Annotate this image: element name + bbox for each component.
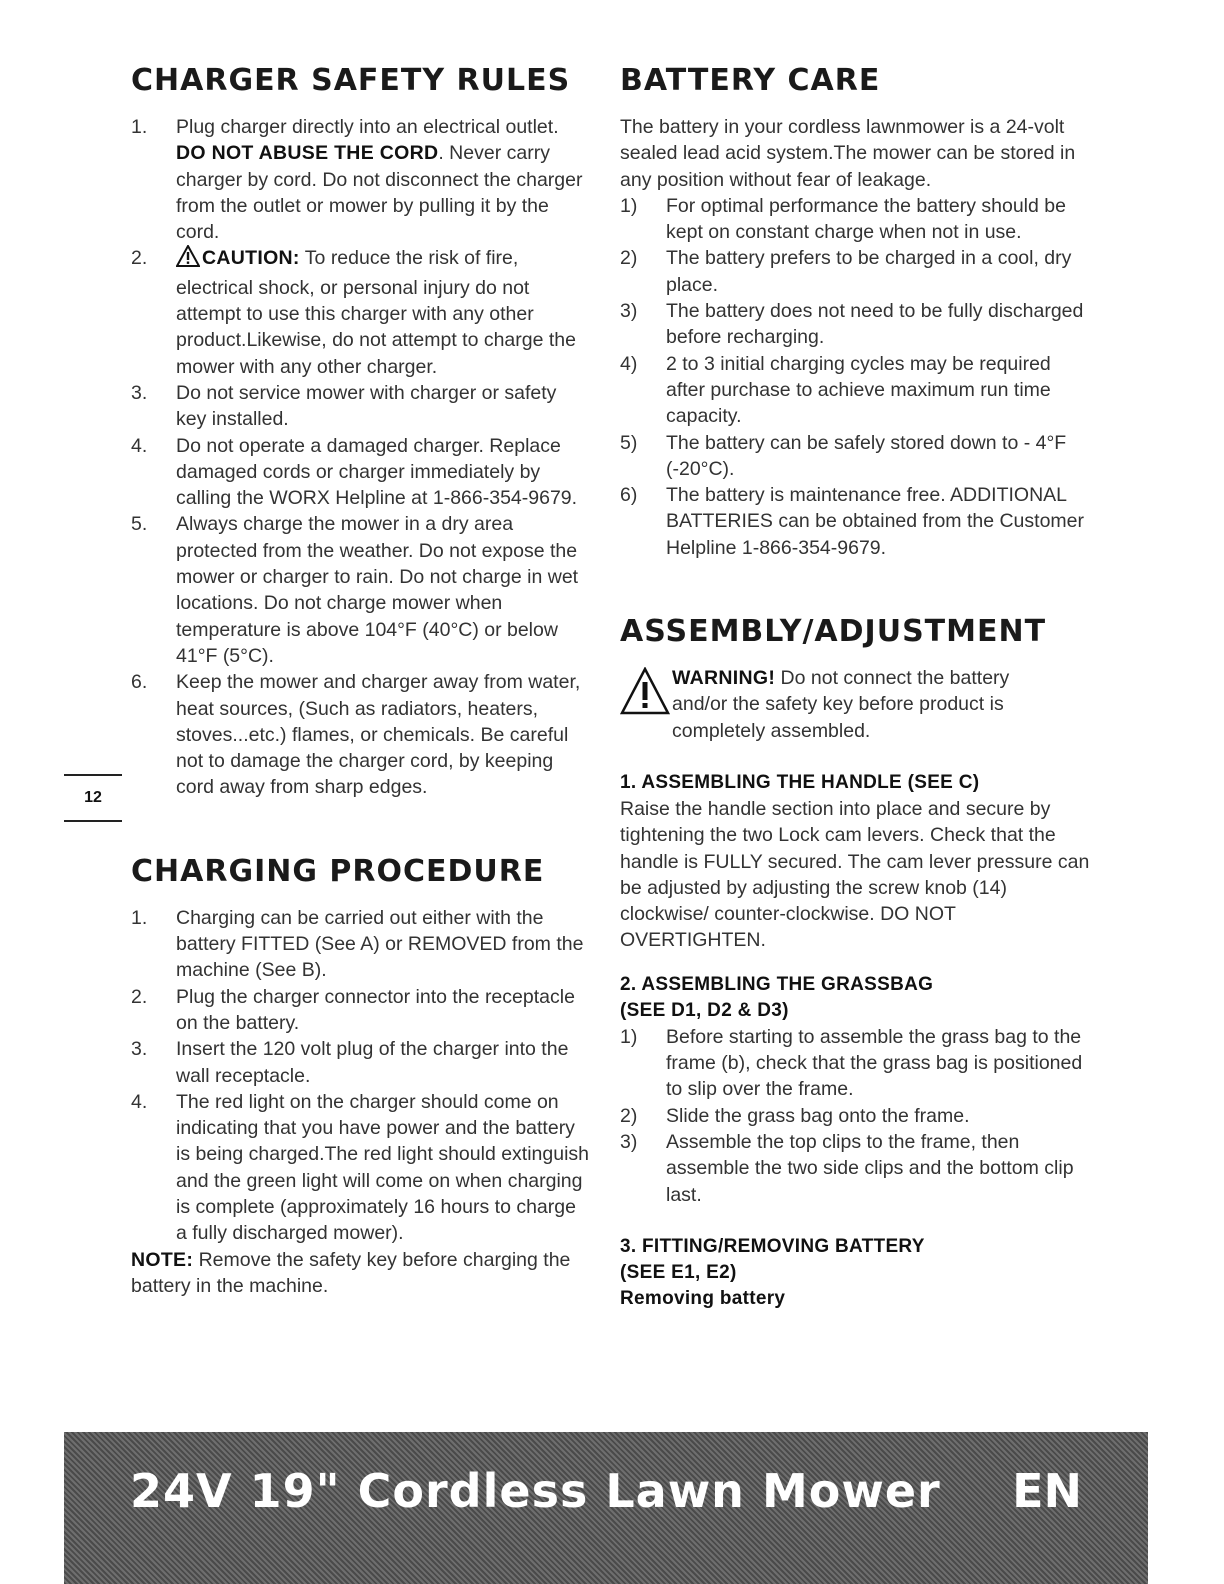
left-column [131,62,591,1351]
caution-label: CAUTION: [202,247,300,270]
item-number: 5. [131,513,148,536]
warning-text: and/or the safety key before product is completely assembled. [672,693,1004,742]
item-number: 1. [131,906,148,929]
item-number: 1) [620,1025,638,1048]
grassbag-list [620,1024,1090,1208]
grassbag-heading-refs: (SEE D1, D2 & D3) [620,999,789,1021]
list-item [620,482,1090,561]
warning-text: Do not connect the battery [775,667,1010,690]
list-item [620,193,1090,246]
item-text: Always charge the mower in a dry area protected from the weather. Do not expose the mower or charger to rain. Do not charge in wet locations. Do not charge mower when temperature is above 104°F (40°C) or below 41°F (5°C). [176,513,579,667]
right-column [620,62,1090,1364]
item-text: The battery does not need to be fully discharged before recharging. [666,300,1084,349]
list-item [620,1103,1090,1129]
list-item [620,351,1090,430]
item-number: 2. [131,985,148,1008]
handle-text: Raise the handle section into place and secure by tightening the two Lock cam levers. Check that the handle is FULLY secured. The cam lever pressure can be adjusted by adjusting the screw knob (14) clockwise/ counter-clockwise. DO NOT OVERTIGHTEN. [620,797,1090,952]
battery-care-list [620,193,1090,561]
item-number: 4. [131,1090,148,1113]
list-item [620,1129,1090,1208]
footer-band [64,1432,1148,1584]
list-item [131,1036,591,1089]
list-item [620,245,1090,298]
item-number: 3) [620,300,638,323]
charging-procedure-section [131,853,591,1299]
item-number: 1) [620,194,638,217]
removing-battery-label: Removing battery [620,1287,786,1309]
assembly-title: ASSEMBLY/ADJUSTMENT [620,614,1047,650]
list-item [131,245,591,379]
item-number: 3. [131,1038,148,1061]
item-number: 3. [131,381,148,404]
list-item [131,905,591,984]
item-number: 6) [620,484,638,507]
item-text: The battery prefers to be charged in a cool, dry place. [666,247,1072,296]
item-text: The red light on the charger should come on indicating that you have power and the battery is being charged.The red light should extinguish and the green light will come on when charging is complete (approximately 16 hours to charge a fully discharged mower). [176,1090,590,1245]
item-text: Charging can be carried out either with the battery FITTED (See A) or REMOVED from the machine (See B). [176,906,584,982]
warning-label: WARNING! [672,667,776,690]
handle-heading: 1. ASSEMBLING THE HANDLE (SEE C) [620,771,980,793]
item-text: Before starting to assemble the grass bag to the frame (b), check that the grass bag is positioned to slip over the frame. [666,1025,1083,1101]
item-text: Plug charger directly into an electrical outlet. [176,116,559,138]
battery-care-title: BATTERY CARE [620,63,881,98]
charger-safety-section [131,62,591,801]
footer-title: 24V 19" Cordless Lawn Mower [130,1464,941,1518]
assembly-section [620,613,1090,1312]
list-item [620,1024,1090,1103]
item-number: 2) [620,247,638,270]
battery-heading-refs: (SEE E1, E2) [620,1261,737,1283]
warning-triangle-icon [176,245,200,274]
warning-rest [620,691,1090,744]
charging-procedure-title: CHARGING PROCEDURE [131,853,545,889]
charging-note [131,1247,591,1300]
item-number: 3) [620,1130,638,1153]
item-bold-text: DO NOT ABUSE THE CORD [176,142,439,165]
item-text: To reduce the risk of fire, electrical shock, or personal injury do not attempt to use this charger with any other product.Likewise, do not attempt to charge the mower with any other charger. [176,247,576,378]
charger-safety-title: CHARGER SAFETY RULES [131,63,571,98]
item-number: 2. [131,247,148,270]
language-code: EN [1012,1464,1082,1518]
item-text: Assemble the top clips to the frame, then assemble the two side clips and the bottom clip last. [666,1130,1074,1206]
list-item [131,114,591,245]
list-item [131,380,591,433]
item-text: Do not service mower with charger or safety key installed. [176,381,557,431]
battery-care-section [620,62,1090,561]
item-number: 4. [131,434,148,457]
list-item [620,298,1090,351]
page-number: 12 [64,774,122,822]
battery-heading: 3. FITTING/REMOVING BATTERY [620,1235,925,1257]
item-number: 1. [131,116,148,138]
item-number: 5) [620,431,638,454]
battery-care-intro: The battery in your cordless lawnmower is a 24-volt sealed lead acid system.The mower can be stored in any position without fear of leakage. [620,116,1076,191]
assembly-warning [620,665,1090,744]
list-item [131,669,591,800]
list-item [131,984,591,1037]
charging-procedure-list [131,905,591,1247]
list-item [131,433,591,512]
item-text: . Never carry charger by cord. Do not disconnect the charger from the outlet or mower by pulling it by the cord. [176,142,583,244]
item-text: 2 to 3 initial charging cycles may be required after purchase to achieve maximum run time capacity. [666,352,1051,428]
item-text: Do not operate a damaged charger. Replace damaged cords or charger immediately by calling the WORX Helpline at 1-866-354-9679. [176,434,578,510]
note-label: NOTE: [131,1248,194,1271]
item-text: Slide the grass bag onto the frame. [666,1104,970,1127]
item-text: Keep the mower and charger away from water, heat sources, (Such as radiators, heaters, stoves...etc.) flames, or chemicals. Be careful not to damage the charger cord, by keeping cord away from sharp edges. [176,671,581,799]
list-item [620,430,1090,483]
item-text: The battery can be safely stored down to - 4°F (-20°C). [666,431,1067,480]
item-text: Plug the charger connector into the receptacle on the battery. [176,985,575,1034]
warning-line [620,665,1090,691]
list-item [131,1089,591,1247]
item-number: 4) [620,352,638,375]
item-text: The battery is maintenance free. ADDITIONAL BATTERIES can be obtained from the Customer Helpline 1-866-354-9679. [666,484,1084,559]
warning-triangle-icon [620,667,670,720]
item-number: 2) [620,1104,638,1127]
charger-safety-list [131,114,591,801]
item-number: 6. [131,671,148,694]
grassbag-heading: 2. ASSEMBLING THE GRASSBAG [620,973,934,995]
item-text: Insert the 120 volt plug of the charger into the wall receptacle. [176,1038,569,1087]
list-item [131,511,591,669]
note-text: Remove the safety key before charging the battery in the machine. [131,1248,571,1297]
item-text: For optimal performance the battery should be kept on constant charge when not in use. [666,194,1066,244]
